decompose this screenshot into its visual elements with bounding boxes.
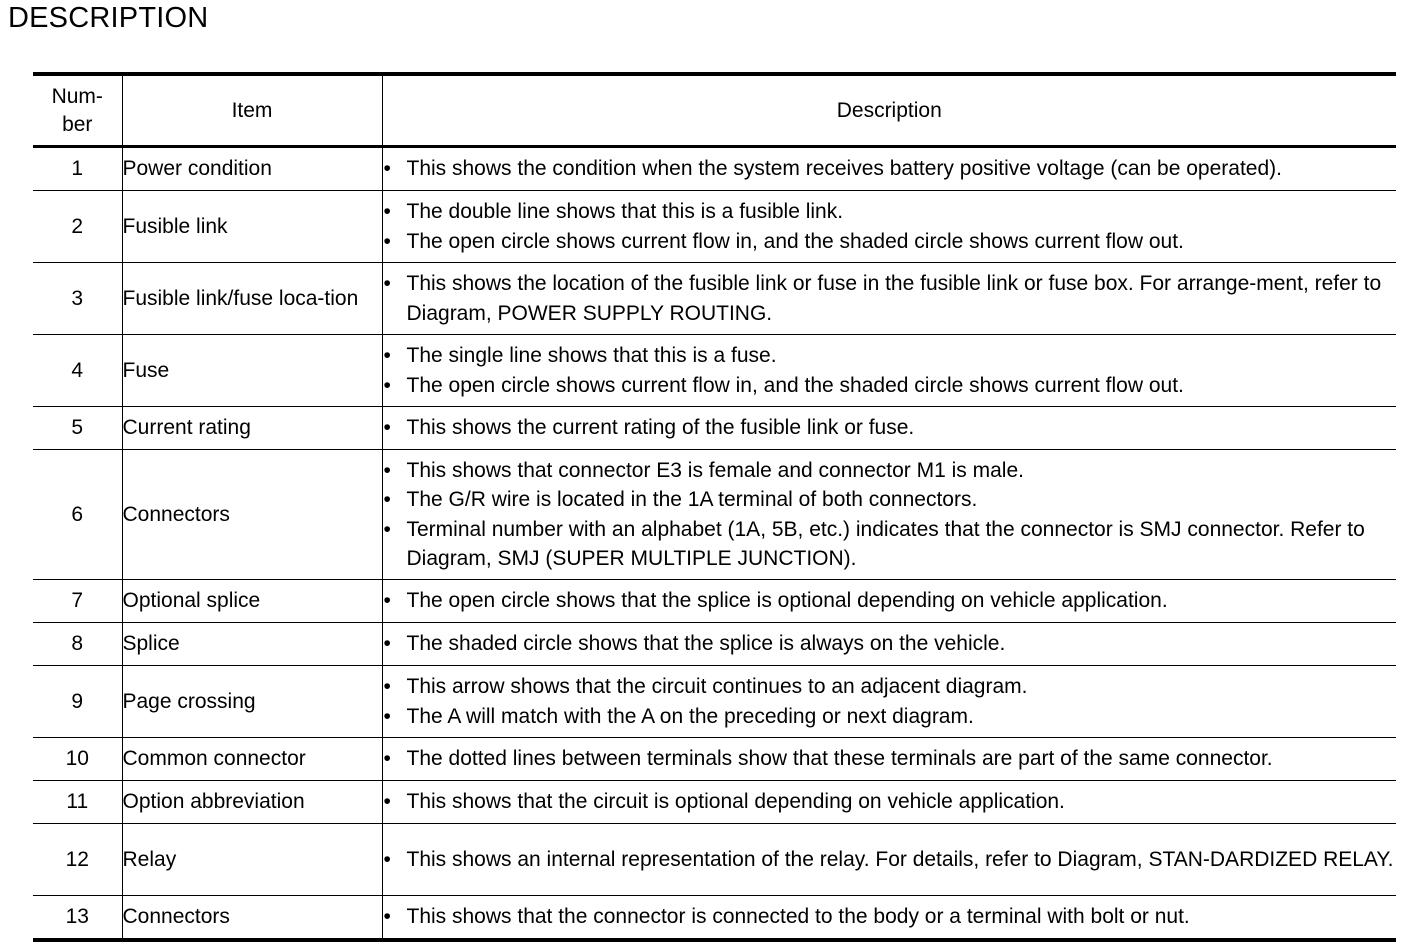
row-number: 11 xyxy=(33,781,122,824)
row-number: 1 xyxy=(33,147,122,191)
row-item: Fusible link xyxy=(122,191,382,263)
row-description xyxy=(382,450,1396,580)
row-number: 2 xyxy=(33,191,122,263)
row-description xyxy=(382,896,1396,941)
row-number: 3 xyxy=(33,263,122,335)
description-bullet: • This shows the condition when the system receives battery positive voltage (can be operated). xyxy=(383,154,1397,184)
row-description xyxy=(382,580,1396,623)
row-item: Power condition xyxy=(122,147,382,191)
table-row xyxy=(33,147,1396,191)
table-row xyxy=(33,263,1396,335)
description-bullet: • This shows an internal representation of the relay. For details, refer to Diagram, STAN-DARDIZED RELAY. xyxy=(383,845,1397,875)
row-number: 7 xyxy=(33,580,122,623)
description-bullet: • This shows that connector E3 is female and connector M1 is male. xyxy=(383,456,1397,486)
description-bullet: • The open circle shows current flow in, and the shaded circle shows current flow out. xyxy=(383,227,1397,257)
table-row xyxy=(33,580,1396,623)
table-row xyxy=(33,896,1396,941)
table-row xyxy=(33,738,1396,781)
row-item: Current rating xyxy=(122,407,382,450)
row-item: Connectors xyxy=(122,896,382,941)
description-bullet: • The open circle shows that the splice is optional depending on vehicle application. xyxy=(383,586,1397,616)
header-number-line1: Num- xyxy=(51,84,103,108)
row-description xyxy=(382,824,1396,896)
row-description xyxy=(382,191,1396,263)
table-row xyxy=(33,335,1396,407)
table-row xyxy=(33,407,1396,450)
description-bullet: • This shows the current rating of the fusible link or fuse. xyxy=(383,413,1397,443)
description-bullet: • The double line shows that this is a fusible link. xyxy=(383,197,1397,227)
description-bullet: • The single line shows that this is a fuse. xyxy=(383,341,1397,371)
row-description xyxy=(382,781,1396,824)
row-number: 5 xyxy=(33,407,122,450)
description-bullet: • The A will match with the A on the preceding or next diagram. xyxy=(383,702,1397,732)
table-row xyxy=(33,623,1396,666)
row-item: Connectors xyxy=(122,450,382,580)
header-description: Description xyxy=(382,74,1396,147)
description-bullet: • This arrow shows that the circuit continues to an adjacent diagram. xyxy=(383,672,1397,702)
table-row xyxy=(33,781,1396,824)
header-item: Item xyxy=(122,74,382,147)
table-row xyxy=(33,824,1396,896)
row-item: Page crossing xyxy=(122,666,382,738)
row-number: 12 xyxy=(33,824,122,896)
description-bullet: • This shows the location of the fusible link or fuse in the fusible link or fuse box. For arrange-ment, refer to Diagram, POWER SUPPLY ROUTING. xyxy=(383,269,1397,328)
row-item: Optional splice xyxy=(122,580,382,623)
description-bullet: • The dotted lines between terminals show that these terminals are part of the same connector. xyxy=(383,744,1397,774)
row-description xyxy=(382,263,1396,335)
row-number: 13 xyxy=(33,896,122,941)
row-number: 4 xyxy=(33,335,122,407)
row-description xyxy=(382,407,1396,450)
description-bullet: • The open circle shows current flow in, and the shaded circle shows current flow out. xyxy=(383,371,1397,401)
row-item: Common connector xyxy=(122,738,382,781)
description-bullet: • This shows that the connector is connected to the body or a terminal with bolt or nut. xyxy=(383,902,1397,932)
page-title: DESCRIPTION xyxy=(8,2,209,34)
row-item: Splice xyxy=(122,623,382,666)
row-description xyxy=(382,666,1396,738)
table-row xyxy=(33,191,1396,263)
row-item: Fuse xyxy=(122,335,382,407)
header-row xyxy=(33,74,1396,147)
description-bullet: • This shows that the circuit is optional depending on vehicle application. xyxy=(383,787,1397,817)
row-number: 10 xyxy=(33,738,122,781)
description-bullet: • The G/R wire is located in the 1A terminal of both connectors. xyxy=(383,485,1397,515)
row-description xyxy=(382,738,1396,781)
description-bullet: • The shaded circle shows that the splice is always on the vehicle. xyxy=(383,629,1397,659)
table-body xyxy=(33,147,1396,941)
table-row xyxy=(33,450,1396,580)
row-description xyxy=(382,335,1396,407)
table-header xyxy=(33,74,1396,147)
row-item: Fusible link/fuse loca-tion xyxy=(122,263,382,335)
description-bullet: • Terminal number with an alphabet (1A, 5B, etc.) indicates that the connector is SMJ connector. Refer to Diagram, SMJ (SUPER MULTIPLE JUNCTION). xyxy=(383,515,1397,574)
row-description xyxy=(382,623,1396,666)
row-description xyxy=(382,147,1396,191)
row-number: 6 xyxy=(33,450,122,580)
row-item: Relay xyxy=(122,824,382,896)
row-number: 8 xyxy=(33,623,122,666)
header-number-line2: ber xyxy=(62,112,93,136)
table-row xyxy=(33,666,1396,738)
row-number: 9 xyxy=(33,666,122,738)
header-number xyxy=(33,74,122,147)
description-table xyxy=(33,72,1396,942)
row-item: Option abbreviation xyxy=(122,781,382,824)
